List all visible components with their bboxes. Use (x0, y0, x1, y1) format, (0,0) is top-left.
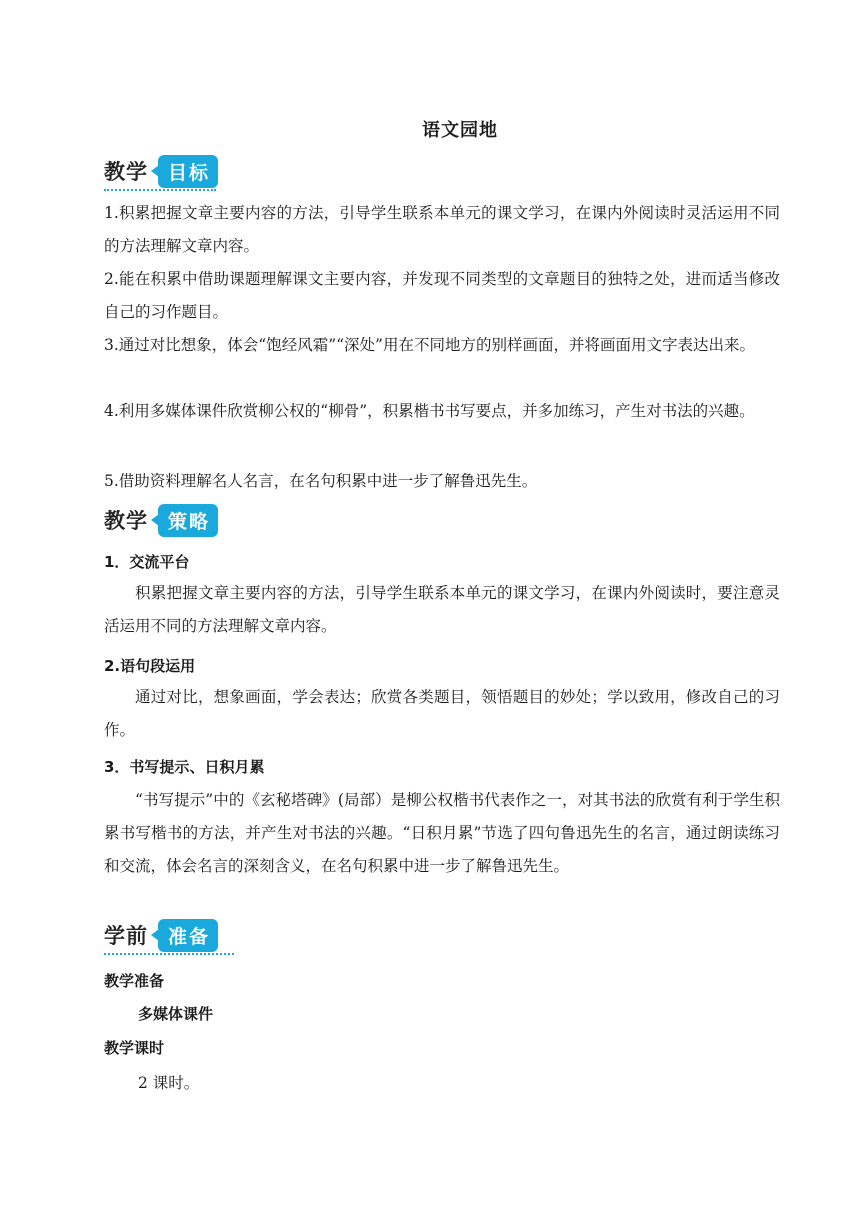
section-badge-prep (104, 918, 218, 952)
goal-item: 5.借助资料理解名人名言，在名句积累中进一步了解鲁迅先生。 (104, 472, 538, 490)
prep-materials-value: 多媒体课件 (138, 1005, 214, 1023)
badge-dotted-underline (104, 189, 216, 191)
strategy-heading: 1．交流平台 (104, 553, 190, 571)
badge-blue-pill: 目标 (158, 155, 218, 188)
prep-hours-heading: 教学课时 (104, 1039, 165, 1057)
strategy-heading: 2.语句段运用 (104, 657, 196, 675)
prep-materials-heading: 教学准备 (104, 972, 165, 990)
badge-dotted-underline (104, 953, 234, 955)
strategy-body: “书写提示”中的《玄秘塔碑》(局部）是柳公权楷书代表作之一，对其书法的欣赏有利于学生积累书写楷书的方法，并产生对书法的兴趣。“日积月累”节选了四句鲁迅先生的名言，通过朗读练习和交流，体会名言的深刻含义，在名句积累中进一步了解鲁迅先生。 (104, 791, 780, 875)
badge-black-text: 教学 (104, 160, 148, 184)
page-title: 语文园地 (422, 120, 498, 141)
goal-item: 4.利用多媒体课件欣赏柳公权的“柳骨”，积累楷书书写要点，并多加练习，产生对书法的兴趣。 (104, 402, 755, 420)
badge-black-text: 学前 (104, 924, 148, 948)
strategy-body: 通过对比，想象画面，学会表达；欣赏各类题目，领悟题目的妙处；学以致用，修改自己的习作。 (104, 688, 780, 739)
badge-blue-pill: 准备 (158, 919, 218, 952)
goal-item: 3.通过对比想象，体会“饱经风霜”“深处”用在不同地方的别样画面，并将画面用文字表达出来。 (104, 336, 755, 354)
prep-hours-value: 2 课时。 (138, 1074, 200, 1092)
badge-blue-pill: 策略 (158, 504, 218, 537)
badge-black-text: 教学 (104, 509, 148, 533)
section-badge-goals (104, 154, 218, 188)
strategy-heading: 3．书写提示、日积月累 (104, 758, 265, 776)
goal-item: 1.积累把握文章主要内容的方法，引导学生联系本单元的课文学习，在课内外阅读时灵活运用不同的方法理解文章内容。 (104, 204, 780, 255)
strategy-body: 积累把握文章主要内容的方法，引导学生联系本单元的课文学习，在课内外阅读时，要注意灵活运用不同的方法理解文章内容。 (104, 584, 780, 635)
section-badge-strategy (104, 503, 218, 537)
goal-item: 2.能在积累中借助课题理解课文主要内容，并发现不同类型的文章题目的独特之处，进而适当修改自己的习作题目。 (104, 270, 780, 321)
